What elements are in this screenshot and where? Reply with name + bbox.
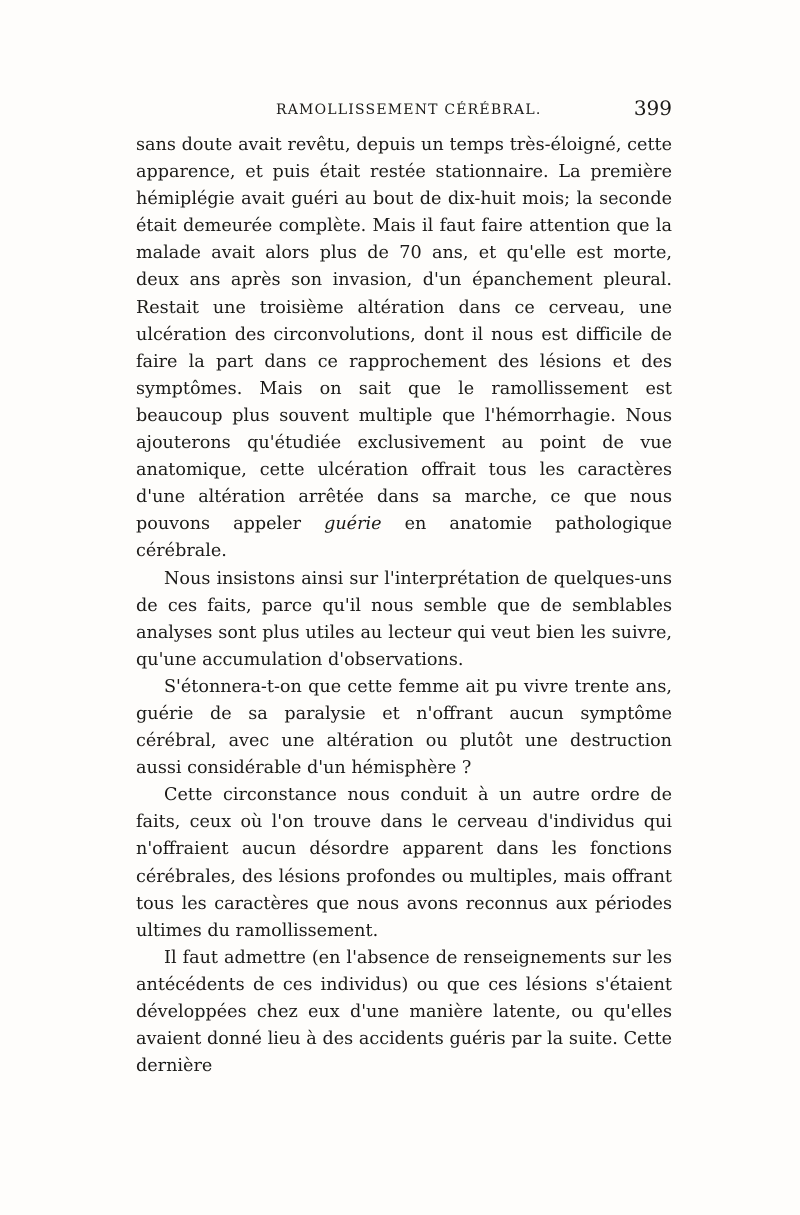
paragraph-1-text: sans doute avait revêtu, depuis un temps très-éloigné, cette apparence, et puis était restée stationnaire. La première hémiplégie avait guéri au bout de dix-huit mois; la seconde était demeurée complète. Mais il faut faire attention que la malade avait alors plus de 70 ans, et qu'elle est morte, deux ans après son invasion, d'un épanchement pleural. Restait une troisième altération dans ce cerveau, une ulcération des circonvolutions, dont il nous est difficile de faire la part dans ce rapprochement des lésions et des symptômes. Mais on sait que le ramollissement est beaucoup plus souvent multiple que l'hémorrhagie. Nous ajouterons qu'étudiée exclusivement au point de vue anatomique, cette ulcération offrait tous les caractères d'une altération arrêtée dans sa marche, ce que nous pouvons appeler: [136, 135, 672, 535]
page-number: 399: [633, 96, 672, 120]
paragraph-1-end: en anatomie pathologique cérébrale.: [136, 514, 673, 562]
page-header: [136, 96, 672, 132]
book-page: [136, 96, 672, 1080]
paragraph-1: [136, 132, 672, 566]
italic-term: guérie: [324, 514, 382, 535]
paragraph-5: Il faut admettre (en l'absence de renseignements sur les antécédents de ces individus) ou que ces lésions s'étaient développées chez eux d'une manière latente, ou qu'elles avaient donné lieu à des accidents guéris par la suite. Cette dernière: [136, 947, 672, 1077]
running-title: RAMOLLISSEMENT CÉRÉBRAL.: [276, 102, 542, 118]
paragraph-2: Nous insistons ainsi sur l'interprétation de quelques-uns de ces faits, parce qu'il nous semble que de semblables analyses sont plus utiles au lecteur qui veut bien les suivre, qu'une accumulation d'observations.: [136, 568, 672, 670]
paragraph-4: Cette circonstance nous conduit à un autre ordre de faits, ceux où l'on trouve dans le cerveau d'individus qui n'offraient aucun désordre apparent dans les fonctions cérébrales, des lésions profondes ou multiples, mais offrant tous les caractères que nous avons reconnus aux périodes ultimes du ramollissement.: [136, 785, 672, 941]
paragraph-3: S'étonnera-t-on que cette femme ait pu vivre trente ans, guérie de sa paralysie et n'offrant aucun symptôme cérébral, avec une altération ou plutôt une destruction aussi considérable d'un hémisphère ?: [136, 676, 672, 779]
body-text: [136, 132, 672, 1080]
